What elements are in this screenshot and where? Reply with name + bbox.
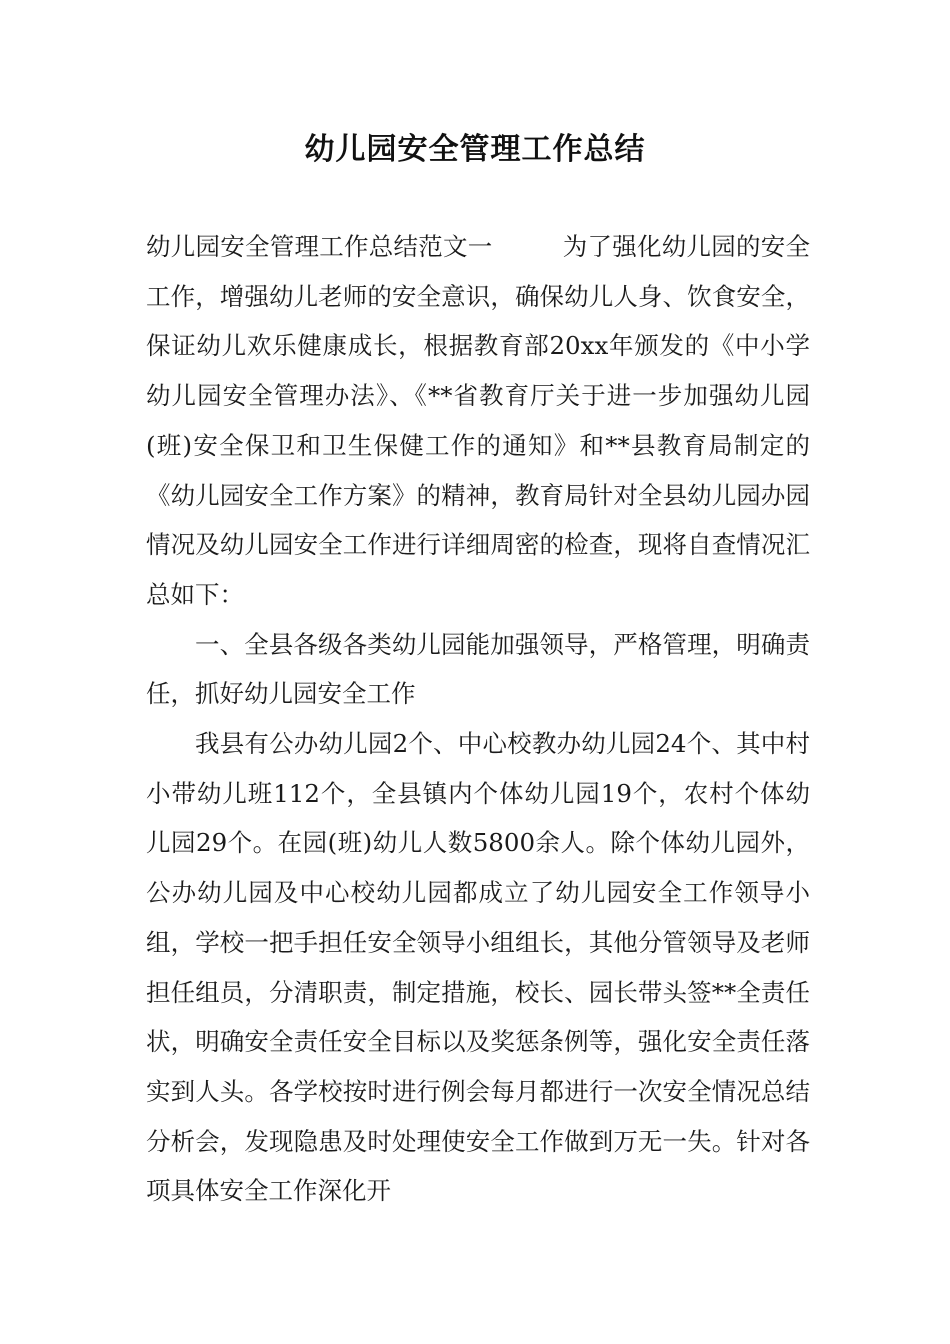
sample-label: 幼儿园安全管理工作总结范文一 xyxy=(146,232,493,261)
body-paragraph: 我县有公办幼儿园2个、中心校教办幼儿园24个、其中村小带幼儿班112个，全县镇内个体幼儿园19个，农村个体幼儿园29个。在园(班)幼儿人数5800余人。除个体幼儿园外，公办幼儿园及中心校幼儿园都成立了幼儿园安全工作领导小组，学校一把手担任安全领导小组组长，其他分管领导及老师担任组员，分清职责，制定措施，校长、园长带头签**全责任状，明确安全责任安全目标以及奖惩条例等，强化安全责任落实到人头。各学校按时进行例会每月都进行一次安全情况总结分析会，发现隐患及时处理使安全工作做到万无一失。针对各项具体安全工作深化开 xyxy=(146,729,810,1206)
intro-paragraph xyxy=(146,222,810,620)
document-title: 幼儿园安全管理工作总结 xyxy=(304,132,646,167)
section-heading: 一、全县各级各类幼儿园能加强领导，严格管理，明确责任，抓好幼儿园安全工作 xyxy=(146,629,810,709)
paragraph-text: 为了强化幼儿园的安全工作，增强幼儿老师的安全意识，确保幼儿人身、饮食安全，保证幼儿欢乐健康成长，根据教育部20xx年颁发的《中小学幼儿园安全管理办法》、《**省教育厅关于进一步加强幼儿园(班)安全保卫和卫生保健工作的通知》和**县教育局制定的《幼儿园安全工作方案》的精神，教育局针对全县幼儿园办园情况及幼儿园安全工作进行详细周密的检查，现将自查情况汇总如下： xyxy=(146,232,810,609)
document-body xyxy=(146,222,810,1216)
